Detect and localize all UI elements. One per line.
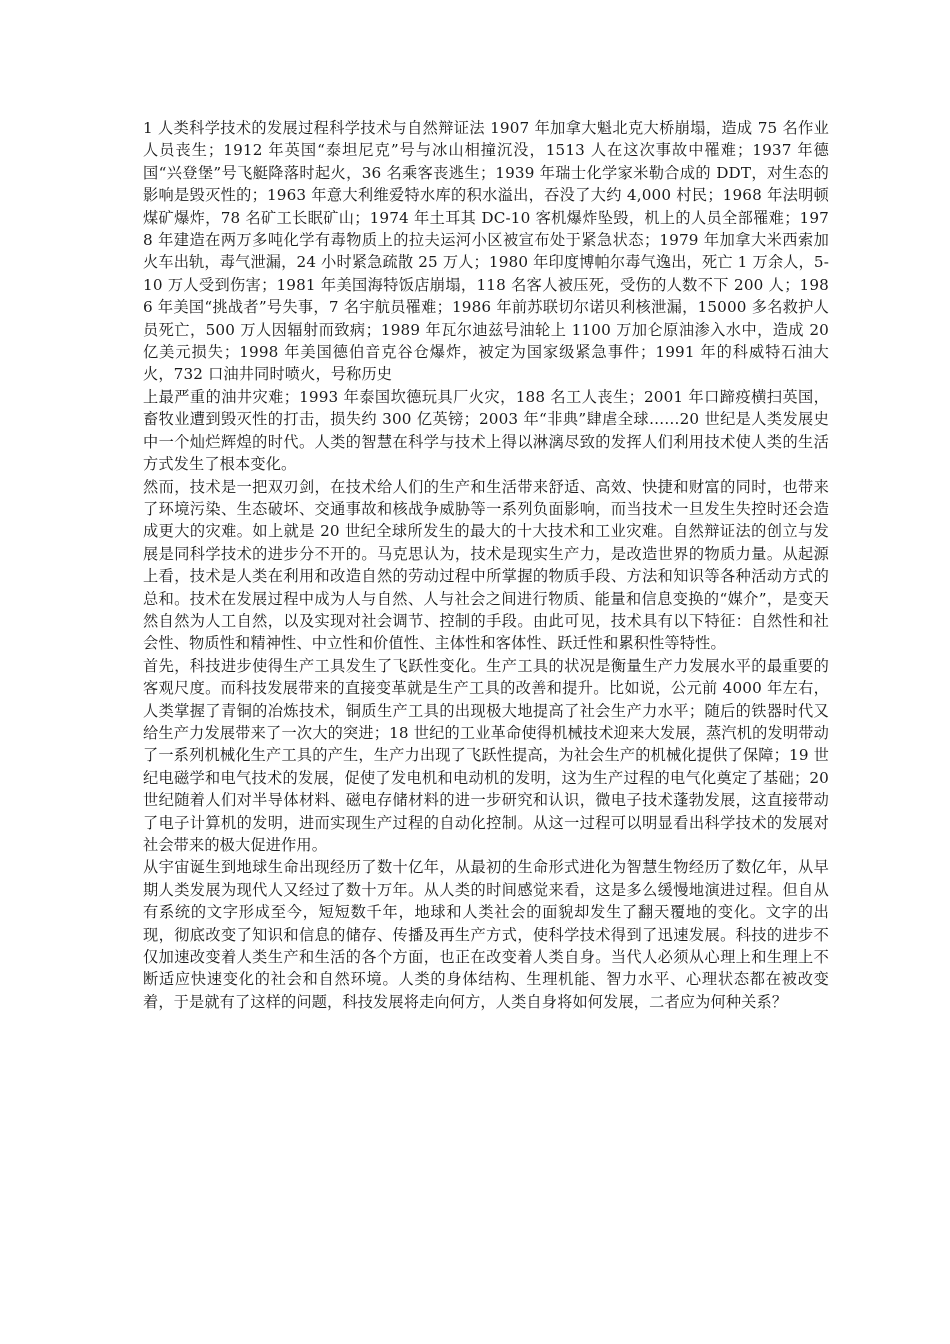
paragraph-production-tools: 首先，科技进步使得生产工具发生了飞跃性变化。生产工具的状况是衡量生产力发展水平的最重要的客观尺度。而科技发展带来的直接变革就是生产工具的改善和提升。比如说，公元前 4000 年左右，人类掌握了青铜的冶炼技术，铜质生产工具的出现极大地提高了社会生产力水平；随后的铁器时代又给生产力发展带来了一次大的突进；18 世纪的工业革命使得机械技术迎来大发展，蒸汽机的发明带动了一系列机械化生产工具的产生，生产力出现了飞跃性提高，为社会生产的机械化提供了保障；19 世纪电磁学和电气技术的发展，促使了发电机和电动机的发明，这为生产过程的电气化奠定了基础；20 世纪随着人们对半导体材料、磁电存储材料的进一步研究和认识，微电子技术蓬勃发展，这直接带动了电子计算机的发明，进而实现生产过程的自动化控制。从这一过程可以明显看出科学技术的发展对社会带来的极大促进作用。 [143,656,829,854]
paragraph-double-edged-sword: 然而，技术是一把双刃剑，在技术给人们的生产和生活带来舒适、高效、快捷和财富的同时，也带来了环境污染、生态破坏、交通事故和核战争威胁等一系列负面影响，而当技术一旦发生失控时还会造成更大的灾难。如上就是 20 世纪全球所发生的最大的十大技术和工业灾难。自然辩证法的创立与发展是同科学技术的进步分不开的。马克思认为，技术是现实生产力，是改造世界的物质力量。从起源上看，技术是人类在利用和改造自然的劳动过程中所掌握的物质手段、方法和知识等各种活动方式的总和。技术在发展过程中成为人与自然、人与社会之间进行物质、能量和信息变换的“媒介”，是变天然自然为人工自然，以及实现对社会调节、控制的手段。由此可见，技术具有以下特征：自然性和社会性、物质性和精神性、中立性和价值性、主体性和客体性、跃迁性和累积性等特性。 [143,477,829,653]
paragraph-human-evolution: 从宇宙诞生到地球生命出现经历了数十亿年，从最初的生命形式进化为智慧生物经历了数亿年，从早期人类发展为现代人又经过了数十万年。从人类的时间感觉来看，这是多么缓慢地演进过程。但自从有系统的文字形成至今，短短数千年，地球和人类社会的面貌却发生了翻天覆地的变化。文字的出现，彻底改变了知识和信息的储存、传播及再生产方式，使科学技术得到了迅速发展。科技的进步不仅加速改变着人类生产和生活的各个方面，也正在改变着人类自身。当代人必须从心理上和生理上不断适应快速变化的社会和自然环境。人类的身体结构、生理机能、智力水平、心理状态都在被改变着，于是就有了这样的问题，科技发展将走向何方，人类自身将如何发展，二者应为何种关系？ [143,858,829,1011]
paragraph-disaster-list: 1 人类科学技术的发展过程科学技术与自然辩证法 1907 年加拿大魁北克大桥崩塌，造成 75 名作业人员丧生；1912 年英国“泰坦尼克”号与冰山相撞沉没，1513 人在这次事故中罹难；1937 年德国“兴登堡”号飞艇降落时起火，36 名乘客丧逃生；1939 年瑞士化学家米勒合成的 DDT，对生态的影响是毁灭性的；1963 年意大利维爱特水库的积水溢出，吞没了大约 4,000 村民；1968 年法明顿煤矿爆炸，78 名矿工长眠矿山；1974 年土耳其 DC-10 客机爆炸坠毁，机上的人员全部罹难；1978 年建造在两万多吨化学有毒物质上的拉夫运河小区被宣布处于紧急状态；1979 年加拿大米西索加火车出轨，毒气泄漏，24 小时紧急疏散 25 万人；1980 年印度博帕尔毒气逸出，死亡 1 万余人，5-10 万人受到伤害；1981 年美国海特饭店崩塌，118 名客人被压死，受伤的人数不下 200 人；1986 年美国“挑战者”号失事，7 名宇航员罹难；1986 年前苏联切尔诺贝利核泄漏，15000 多名救护人员死亡，500 万人因辐射而致病；1989 年瓦尔迪兹号油轮上 1100 万加仑原油渗入水中，造成 20 亿美元损失；1998 年美国德伯音克谷仓爆炸，被定为国家级紧急事件；1991 年的科威特石油大火，732 口油井同时喷火，号称历史 [143,119,829,384]
document-body [143,117,829,1013]
paragraph-20th-century: 上最严重的油井灾难；1993 年泰国坎德玩具厂火灾，188 名工人丧生；2001 年口蹄疫横扫英国，畜牧业遭到毁灭性的打击，损失约 300 亿英镑；2003 年“非典”肆虐全球……20 世纪是人类发展史中一个灿烂辉煌的时代。人类的智慧在科学与技术上得以淋漓尽致的发挥人们利用技术使人类的生活方式发生了根本变化。 [143,387,829,474]
